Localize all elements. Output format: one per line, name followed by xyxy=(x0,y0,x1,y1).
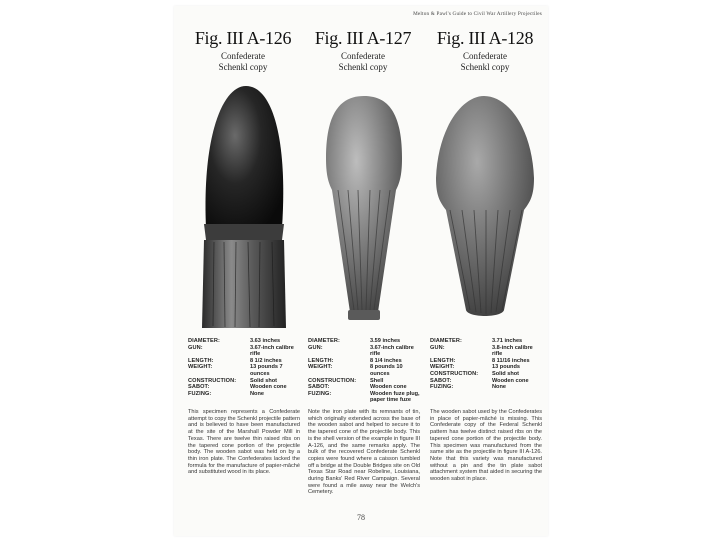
spec-row: DIAMETER: 3.71 inches xyxy=(430,338,523,344)
spec-row: LENGTH: 8 1/4 inches xyxy=(308,357,402,364)
specs-table xyxy=(188,338,302,397)
figure-title: Fig. III A-127 xyxy=(314,28,412,48)
projectile-photo xyxy=(184,78,302,334)
figure-description: Note the iron plate with its remnants of tin, which originally extended across the base of the wooden sabot and helped to secure it to the tapered cone of the projectile body. This is the shell version of the example in figure III A-126, and the same remarks apply. The bulk of the recovered Confederate Schenkl copies were found where a caisson tumbled off a bridge at the Double Bridges site on Old Texas Star Road near Robeline, Louisiana, during Banks' Red River Campaign. Several were found a mile away near the Welch's Cemetery. xyxy=(308,409,420,496)
spec-row: WEIGHT: 13 pounds xyxy=(430,364,520,371)
figure-subtitle-2: Schenkl copy xyxy=(218,62,268,72)
figure-description: The wooden sabot used by the Confederates in place of papier-mâché is missing. This Confederate copy of the Federal Schenkl pattern has twelve distinct raised ribs on the tapered cone portion of the projectile body. This specimen was manufactured from the same site as the projectile in figure III A-126. Note that this variety was manufactured without a pin and the tin plate sabot attachment system that aided in securing the wooden sabot in place. xyxy=(430,409,542,483)
figure-title: Fig. III A-128 xyxy=(436,28,534,48)
spec-row: DIAMETER: 3.59 inches xyxy=(308,338,401,344)
figure-subtitle-2: Schenkl copy xyxy=(460,62,510,72)
projectile-photo xyxy=(426,78,544,334)
spec-row: LENGTH: 8 11/16 inches xyxy=(430,357,530,364)
spec-row: CONSTRUCTION: Solid shot xyxy=(188,377,278,384)
spec-row: SABOT: Wooden cone xyxy=(430,377,529,384)
figure-subtitle-2: Schenkl copy xyxy=(338,62,388,72)
specs-table xyxy=(308,338,422,404)
document-page xyxy=(174,6,548,536)
figure-subtitle: Confederate xyxy=(221,51,265,61)
spec-row: CONSTRUCTION: Solid shot xyxy=(430,370,520,377)
projectile-photo xyxy=(304,78,422,334)
spec-row: CONSTRUCTION: Shell xyxy=(308,377,384,384)
spec-row: FUZING: None xyxy=(430,384,506,391)
spec-row: LENGTH: 8 1/2 inches xyxy=(188,357,282,364)
figure-title: Fig. III A-126 xyxy=(194,28,292,48)
figure-subtitle: Confederate xyxy=(341,51,385,61)
spec-row: GUN: 3.8-inch calibre rifle xyxy=(430,344,533,358)
spec-row: SABOT: Wooden cone xyxy=(188,384,287,391)
spec-row: FUZING: None xyxy=(188,390,264,397)
spec-row: paper time fuze xyxy=(370,397,412,404)
figure-subtitle: Confederate xyxy=(463,51,507,61)
spec-row: GUN: 3.67-inch calibre rifle xyxy=(308,344,414,358)
spec-row: GUN: 3.67-inch calibre rifle xyxy=(188,344,294,358)
page-number: 78 xyxy=(357,513,365,522)
spec-row: FUZING: Wooden fuze plug, xyxy=(308,390,420,397)
spec-row: WEIGHT: 13 pounds 7 ounces xyxy=(188,364,283,377)
spec-row: SABOT: Wooden cone xyxy=(308,384,407,391)
figure-description: This specimen represents a Confederate attempt to copy the Schenkl projectile pattern and is believed to have been manufactured at the site of the Marshall Powder Mill in Texas. There are twelve thin raised ribs on the tapered cone portion of the projectile body. The wooden sabot was held on by a thin iron plate. The Confederates lacked the formula for the manufacture of papier-mâché and substituted wood in its place. xyxy=(188,409,300,476)
spec-row: WEIGHT: 8 pounds 10 ounces xyxy=(308,364,403,377)
running-header: Melton & Pawl's Guide to Civil War Artillery Projectiles xyxy=(413,11,542,17)
specs-table xyxy=(430,338,544,391)
spec-row: DIAMETER: 3.63 inches xyxy=(188,338,281,344)
